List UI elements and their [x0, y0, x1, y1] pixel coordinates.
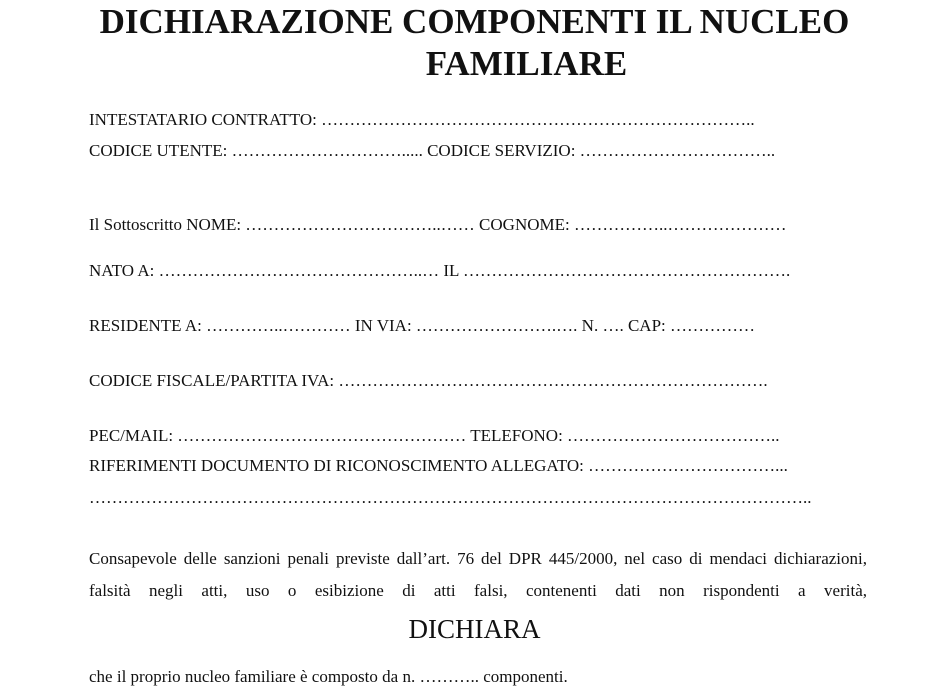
documento-riconoscimento-field: RIFERIMENTI DOCUMENTO DI RICONOSCIMENTO ALLEGATO: ……………………………...	[89, 456, 788, 475]
codice-fiscale-field: CODICE FISCALE/PARTITA IVA: ………………………………………………………………….	[89, 371, 768, 390]
pec-telefono-field: PEC/MAIL: …………………………………………… TELEFONO: ………………………………..	[89, 426, 780, 445]
dichiara-heading: DICHIARA	[408, 614, 541, 644]
nucleo-componenti-line: che il proprio nucleo familiare è composto da n. ……….. componenti.	[89, 667, 568, 686]
nome-cognome-field: Il Sottoscritto NOME: ……………………………..…… COGNOME: ……………..…………………	[89, 215, 787, 234]
codice-utente-servizio-field: CODICE UTENTE: …………………………..... CODICE SERVIZIO: ……………………………..	[89, 141, 776, 160]
residente-via-cap-field: RESIDENTE A: …………..………… IN VIA: …………………….…. N. …. CAP: ……………	[89, 316, 755, 335]
intestatario-contratto-field: INTESTATARIO CONTRATTO: …………………………………………………………………..	[89, 110, 755, 129]
documento-riconoscimento-continuation: ………………………………………………………………………………………………………………..	[89, 488, 812, 507]
document-title-line2: FAMILIARE	[425, 44, 628, 83]
declaration-paragraph: Consapevole delle sanzioni penali previste dall’art. 76 del DPR 445/2000, nel caso di mendaci dichiarazioni, falsità negli atti, uso o esibizione di atti falsi, contenenti dati non rispondenti a verità,	[89, 549, 867, 600]
nato-il-field: NATO A: ………………………………………..… IL ………………………………………………….	[89, 261, 791, 280]
document-title-line1: DICHIARAZIONE COMPONENTI IL NUCLEO	[99, 2, 850, 41]
